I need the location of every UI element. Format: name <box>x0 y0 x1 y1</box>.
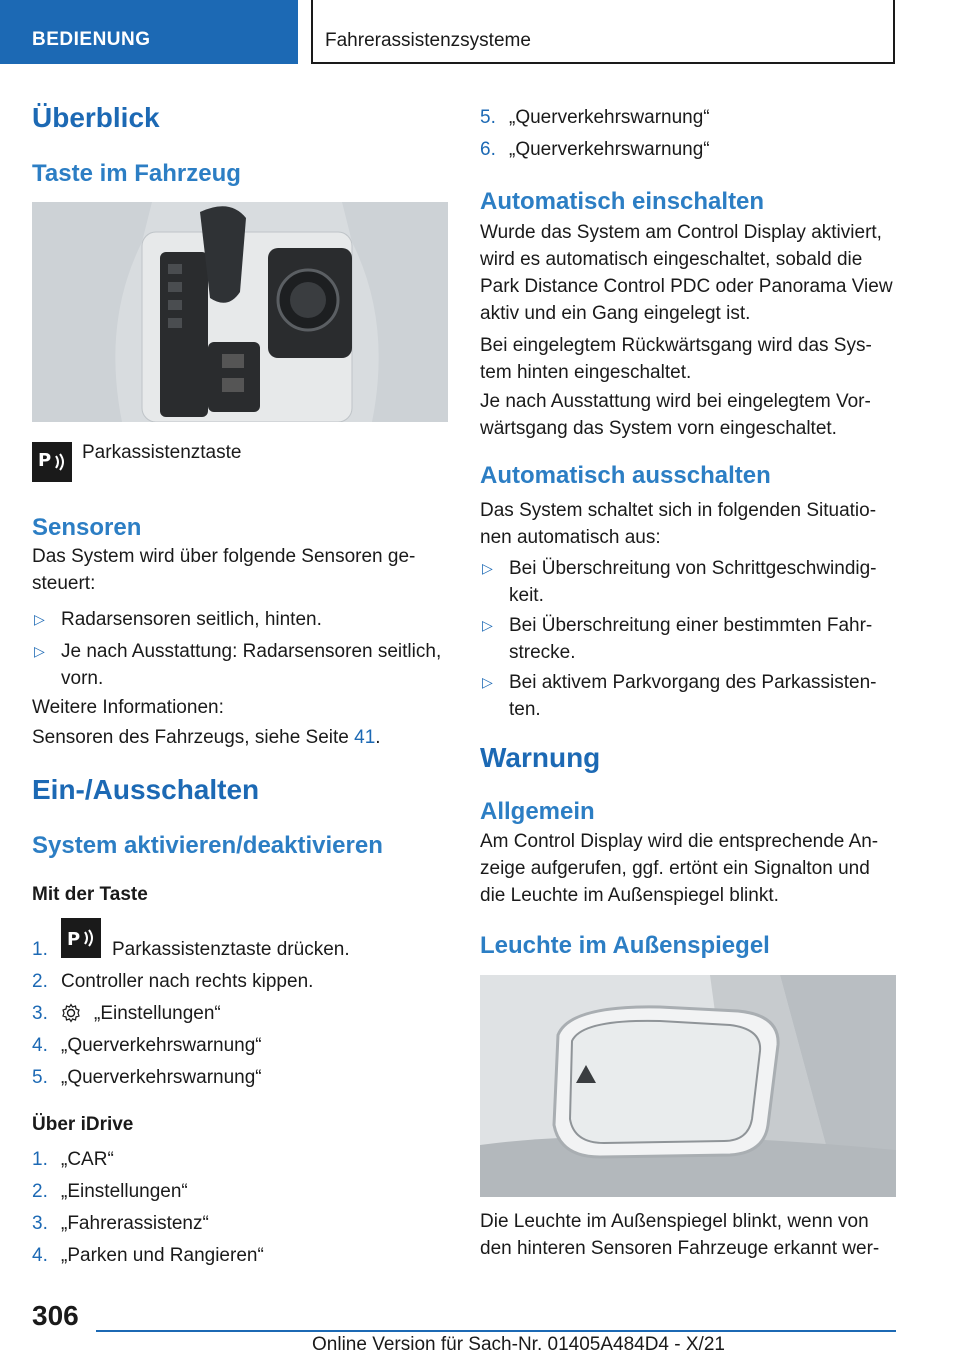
paragraph-line: den hinteren Sensoren Fahrzeuge erkannt wer- <box>480 1238 880 1259</box>
paragraph-line: Park Distance Control PDC oder Panorama View <box>480 276 893 297</box>
bullet-triangle-icon: ▷ <box>482 560 493 576</box>
page-number: 306 <box>32 1300 79 1331</box>
list-item: ▷ Bei aktivem Parkvorgang des Parkassisten- <box>480 669 896 696</box>
paragraph-line: Wurde das System am Control Display aktiviert, <box>480 222 882 243</box>
list-item: 3. „Einstellungen“ <box>32 1003 221 1024</box>
list-item: ▷ Bei Überschreitung von Schrittgeschwindig- <box>480 555 896 582</box>
list-item: 3. „Fahrerassistenz“ <box>32 1213 209 1234</box>
see-page-reference: Sensoren des Fahrzeugs, siehe Seite 41. <box>32 727 381 748</box>
paragraph-line: Je nach Ausstattung wird bei eingelegtem Vor- <box>480 391 871 412</box>
list-item: 2. Controller nach rechts kippen. <box>32 971 314 992</box>
gear-icon <box>61 1003 81 1023</box>
list-item: ▷ Radarsensoren seitlich, hinten. <box>32 606 448 633</box>
title-overview: Überblick <box>32 102 160 133</box>
list-item: 4. „Querverkehrswarnung“ <box>32 1035 262 1056</box>
paragraph-line: Das System schaltet sich in folgenden Situatio- <box>480 500 877 521</box>
list-item: 2. „Einstellungen“ <box>32 1181 188 1202</box>
bullet-triangle-icon: ▷ <box>34 643 45 659</box>
paragraph-line: tem hinten eingeschaltet. <box>480 362 692 383</box>
heading-sensors: Sensoren <box>32 514 142 541</box>
list-item-continuation: ten. <box>509 699 541 720</box>
heading-auto-off: Automatisch ausschalten <box>480 462 771 489</box>
header-chapter-label: Fahrerassistenzsysteme <box>325 30 531 51</box>
footer-divider <box>96 1330 896 1332</box>
header-chapter-tab <box>311 0 895 64</box>
heading-activate-deactivate: System aktivieren/deaktivieren <box>32 832 383 859</box>
parking-assist-button-icon: P <box>32 442 72 482</box>
heading-mirror-light: Leuchte im Außenspiegel <box>480 932 770 959</box>
list-item: 5. „Querverkehrswarnung“ <box>480 107 710 128</box>
heading-with-button: Mit der Taste <box>32 884 148 905</box>
heading-warning: Warnung <box>480 742 601 773</box>
heading-on-off: Ein-/Ausschalten <box>32 774 260 805</box>
header-section-label: BEDIENUNG <box>32 29 151 50</box>
list-item-continuation: vorn. <box>61 668 104 689</box>
paragraph-line: zeige aufgerufen, ggf. ertönt ein Signalton und <box>480 858 870 879</box>
list-item: ▷ Je nach Ausstattung: Radarsensoren seitlich, <box>32 638 448 665</box>
list-item: ▷ Bei Überschreitung einer bestimmten Fahr- <box>480 612 896 639</box>
page-link-41[interactable]: 41 <box>354 727 376 748</box>
header-section-tab <box>0 0 298 64</box>
list-item: 4. „Parken und Rangieren“ <box>32 1245 264 1266</box>
footer-online-version: Online Version für Sach-Nr. 01405A484D4 - X/21 <box>312 1334 725 1355</box>
more-info-label: Weitere Informationen: <box>32 697 224 718</box>
button-caption-row <box>32 442 448 482</box>
sensors-intro-line2: steuert: <box>32 573 96 594</box>
paragraph-line: Die Leuchte im Außenspiegel blinkt, wenn von <box>480 1211 869 1232</box>
paragraph-line: aktiv und ein Gang eingelegt ist. <box>480 303 751 324</box>
side-mirror-photo <box>480 975 896 1197</box>
heading-via-idrive: Über iDrive <box>32 1114 134 1135</box>
list-item: 5. „Querverkehrswarnung“ <box>32 1067 262 1088</box>
heading-general: Allgemein <box>480 798 595 825</box>
parking-assist-button-icon: P <box>61 918 101 958</box>
bullet-triangle-icon: ▷ <box>34 611 45 627</box>
paragraph-line: die Leuchte im Außenspiegel blinkt. <box>480 885 779 906</box>
button-caption: Parkassistenztaste <box>82 442 242 463</box>
paragraph-line: Am Control Display wird die entsprechende An- <box>480 831 879 852</box>
list-item-continuation: strecke. <box>509 642 576 663</box>
list-item-continuation: keit. <box>509 585 544 606</box>
paragraph-line: wird es automatisch eingeschaltet, sobald die <box>480 249 863 270</box>
heading-auto-on: Automatisch einschalten <box>480 188 765 215</box>
bullet-triangle-icon: ▷ <box>482 617 493 633</box>
center-console-photo <box>32 202 448 422</box>
heading-button-in-vehicle: Taste im Fahrzeug <box>32 160 241 187</box>
paragraph-line: Bei eingelegtem Rückwärtsgang wird das Sys- <box>480 335 872 356</box>
list-item: 1. „CAR“ <box>32 1149 114 1170</box>
paragraph-line: wärtsgang das System vorn eingeschaltet. <box>480 418 837 439</box>
paragraph-line: nen automatisch aus: <box>480 527 661 548</box>
sensors-intro-line1: Das System wird über folgende Sensoren ge- <box>32 546 416 567</box>
list-item: 6. „Querverkehrswarnung“ <box>480 139 710 160</box>
list-item: 1. P Parkassistenztaste drücken. <box>32 936 448 963</box>
bullet-triangle-icon: ▷ <box>482 674 493 690</box>
